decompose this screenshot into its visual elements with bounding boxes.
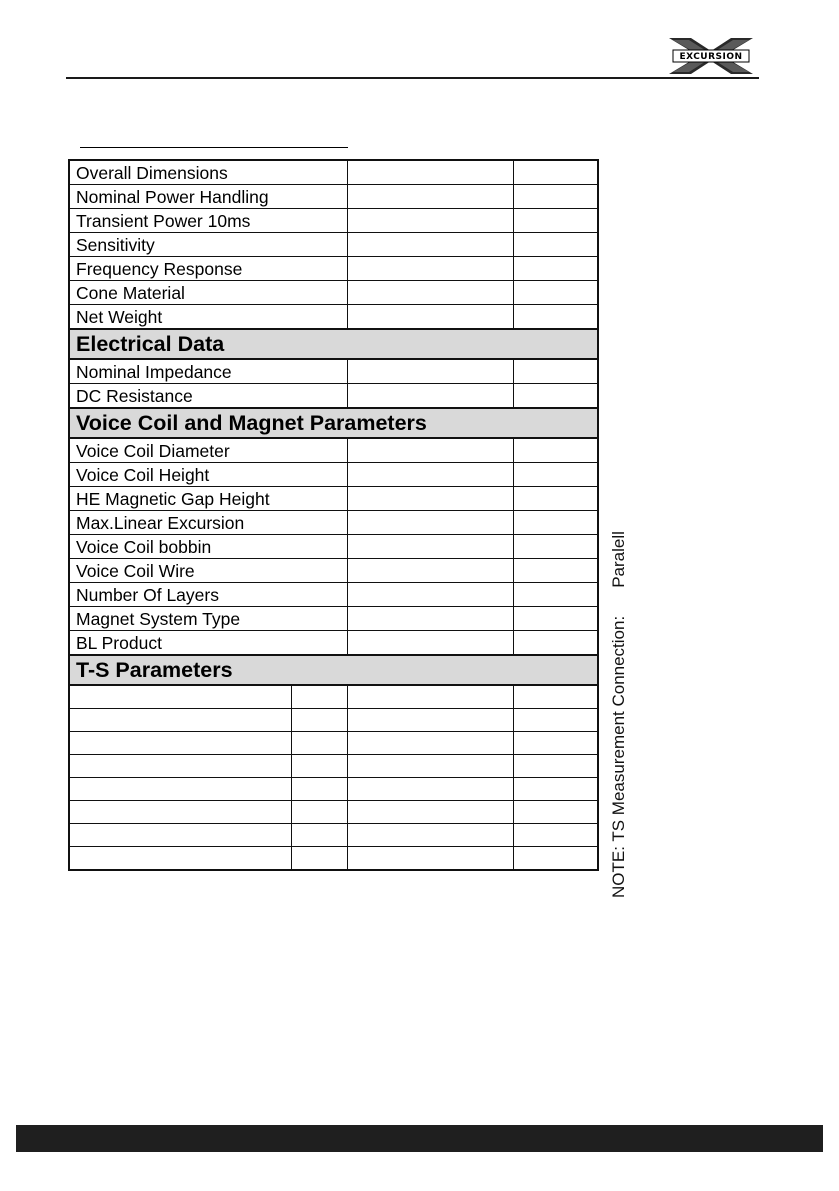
value-cell [347,631,513,656]
table-row [69,185,598,209]
section-header-ts [69,655,598,685]
row-label: Cone Material [69,281,347,305]
header-rule [66,77,759,79]
unit-cell [513,559,598,583]
section-title: Voice Coil and Magnet Parameters [69,408,598,438]
row-label: Nominal Power Handling [69,185,347,209]
row-label: Max.Linear Excursion [69,511,347,535]
section-header-electrical [69,329,598,359]
unit-cell [513,607,598,631]
row-label: Voice Coil Wire [69,559,347,583]
ts-row [69,801,598,824]
value-cell [347,463,513,487]
table-row [69,209,598,233]
table-row [69,281,598,305]
row-label: Voice Coil Height [69,463,347,487]
value-cell [347,511,513,535]
value-cell [347,359,513,384]
ts-row [69,847,598,871]
value-cell [347,209,513,233]
unit-cell [513,511,598,535]
value-cell [347,257,513,281]
unit-cell [513,209,598,233]
row-label: DC Resistance [69,384,347,409]
table-row [69,535,598,559]
footer-bar [16,1125,823,1152]
table-row [69,463,598,487]
unit-cell [513,233,598,257]
section-title: T-S Parameters [69,655,598,685]
ts-row [69,709,598,732]
ts-row [69,755,598,778]
unit-cell [513,160,598,185]
unit-cell [513,535,598,559]
unit-cell [513,185,598,209]
value-cell [347,607,513,631]
value-cell [347,185,513,209]
unit-cell [513,359,598,384]
table-row [69,631,598,656]
value-cell [347,160,513,185]
table-row [69,559,598,583]
logo-text: EXCURSION [679,52,743,62]
table-row [69,305,598,330]
table-row [69,160,598,185]
unit-cell [513,487,598,511]
unit-cell [513,257,598,281]
row-label: BL Product [69,631,347,656]
ts-row [69,824,598,847]
model-title-line [80,147,348,148]
value-cell [347,535,513,559]
spec-table [68,159,599,871]
ts-measurement-note [609,531,629,898]
ts-row [69,685,598,709]
section-title: Electrical Data [69,329,598,359]
row-label: Nominal Impedance [69,359,347,384]
table-row [69,511,598,535]
value-cell [347,384,513,409]
unit-cell [513,463,598,487]
value-cell [347,233,513,257]
value-cell [347,559,513,583]
ts-row [69,732,598,755]
row-label: HE Magnetic Gap Height [69,487,347,511]
value-cell [347,281,513,305]
value-cell [347,487,513,511]
table-row [69,359,598,384]
value-cell [347,438,513,463]
unit-cell [513,384,598,409]
unit-cell [513,583,598,607]
table-row [69,233,598,257]
unit-cell [513,631,598,656]
unit-cell [513,438,598,463]
table-row [69,438,598,463]
value-cell [347,583,513,607]
unit-cell [513,281,598,305]
note-label: NOTE: TS Measurement Connection: [609,615,628,898]
row-label: Magnet System Type [69,607,347,631]
brand-logo [667,36,755,76]
row-label: Number Of Layers [69,583,347,607]
section-header-voice-coil [69,408,598,438]
table-row [69,583,598,607]
unit-cell [513,305,598,330]
row-label: Net Weight [69,305,347,330]
table-row [69,607,598,631]
value-cell [347,305,513,330]
table-row [69,257,598,281]
row-label: Overall Dimensions [69,160,347,185]
ts-row [69,778,598,801]
row-label: Voice Coil Diameter [69,438,347,463]
table-row [69,384,598,409]
row-label: Sensitivity [69,233,347,257]
row-label: Voice Coil bobbin [69,535,347,559]
row-label: Transient Power 10ms [69,209,347,233]
table-row [69,487,598,511]
row-label: Frequency Response [69,257,347,281]
note-value: Paralell [609,531,628,588]
